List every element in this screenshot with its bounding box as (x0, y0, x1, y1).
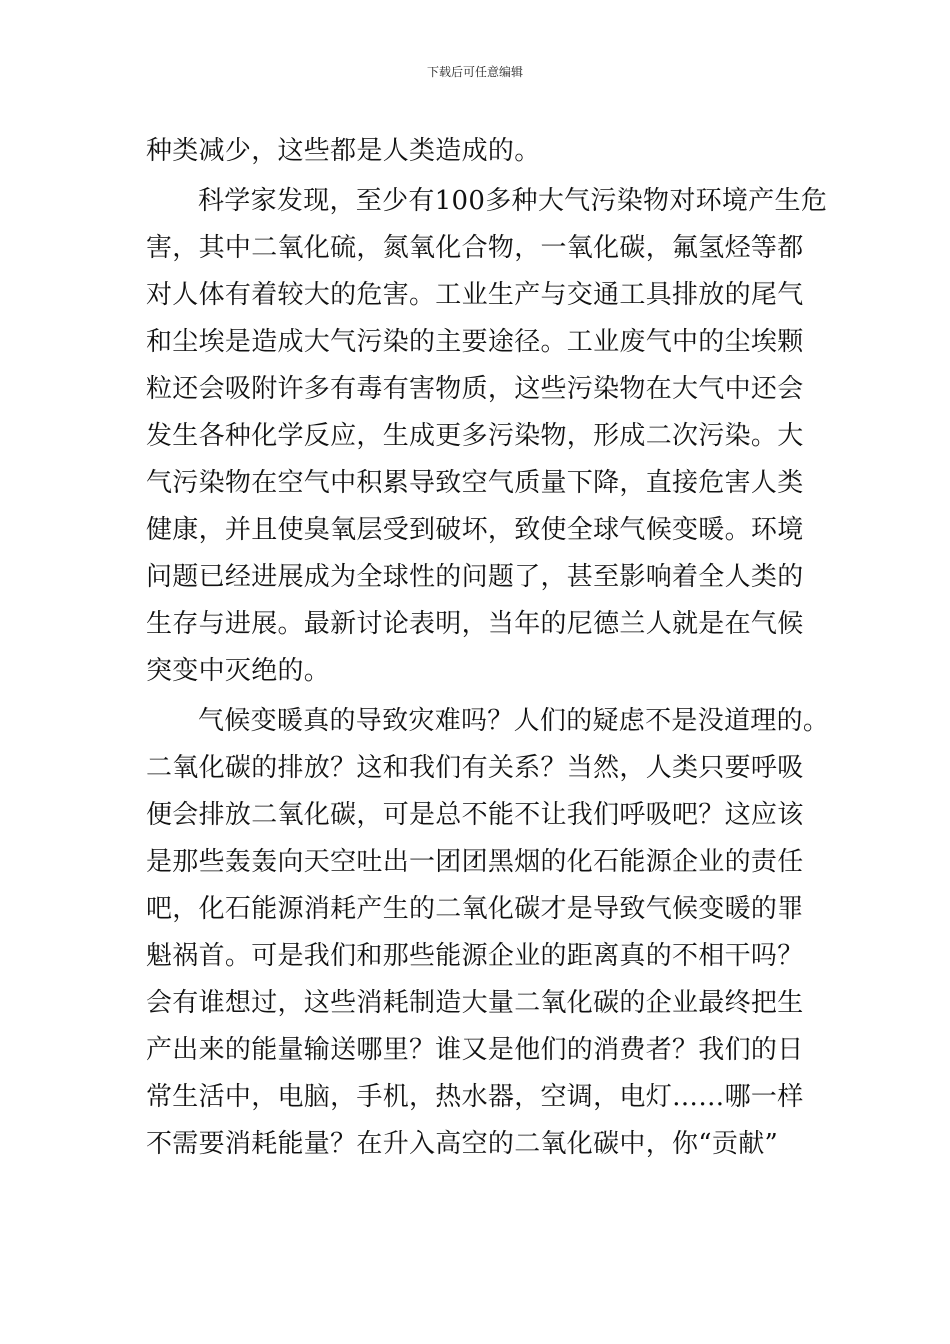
text-line: 是那些轰轰向天空吐出一团团黑烟的化石能源企业的责任 (146, 847, 804, 877)
text-line: 健康，并且使臭氧层受到破坏，致使全球气候变暖。环境 (146, 515, 804, 545)
text-line: 问题已经进展成为全球性的问题了，甚至影响着全人类的 (146, 562, 804, 592)
text-line: 种类减少，这些都是人类造成的。 (146, 136, 541, 166)
document-body (146, 128, 830, 1168)
text-line: 害，其中二氧化硫，氮氧化合物，一氧化碳，氟氢烃等都 (146, 233, 804, 263)
text-line: 气污染物在空气中积累导致空气质量下降，直接危害人类 (146, 468, 804, 498)
text-line: 和尘埃是造成大气污染的主要途径。工业废气中的尘埃颗 (146, 327, 804, 357)
paragraph-start-line: 气候变暖真的导致灾难吗？人们的疑虑不是没道理的。 (198, 706, 830, 736)
text-line: 粒还会吸附许多有毒有害物质，这些污染物在大气中还会 (146, 374, 804, 404)
text-line: 生存与进展。最新讨论表明，当年的尼德兰人就是在气候 (146, 609, 804, 639)
page-header: 下载后可任意编辑 (426, 65, 523, 79)
text-line: 发生各种化学反应，生成更多污染物，形成二次污染。大 (146, 421, 804, 451)
text-line: 会有谁想过，这些消耗制造大量二氧化碳的企业最终把生 (146, 988, 804, 1018)
text-line: 便会排放二氧化碳，可是总不能不让我们呼吸吧？这应该 (146, 800, 804, 830)
text-line: 对人体有着较大的危害。工业生产与交通工具排放的尾气 (146, 280, 804, 310)
text-line: 吧，化石能源消耗产生的二氧化碳才是导致气候变暖的罪 (146, 894, 804, 924)
text-line: 不需要消耗能量？在升入高空的二氧化碳中，你“贡献” (146, 1129, 779, 1159)
text-line: 魁祸首。可是我们和那些能源企业的距离真的不相干吗？ (146, 941, 804, 971)
paragraph-start-line: 科学家发现，至少有100多种大气污染物对环境产生危 (198, 186, 828, 216)
text-line: 常生活中，电脑，手机，热水器，空调，电灯……哪一样 (146, 1082, 804, 1112)
text-line: 产出来的能量输送哪里？谁又是他们的消费者？我们的日 (146, 1035, 804, 1065)
text-line: 突变中灭绝的。 (146, 656, 331, 686)
text-line: 二氧化碳的排放？这和我们有关系？当然，人类只要呼吸 (146, 753, 804, 783)
